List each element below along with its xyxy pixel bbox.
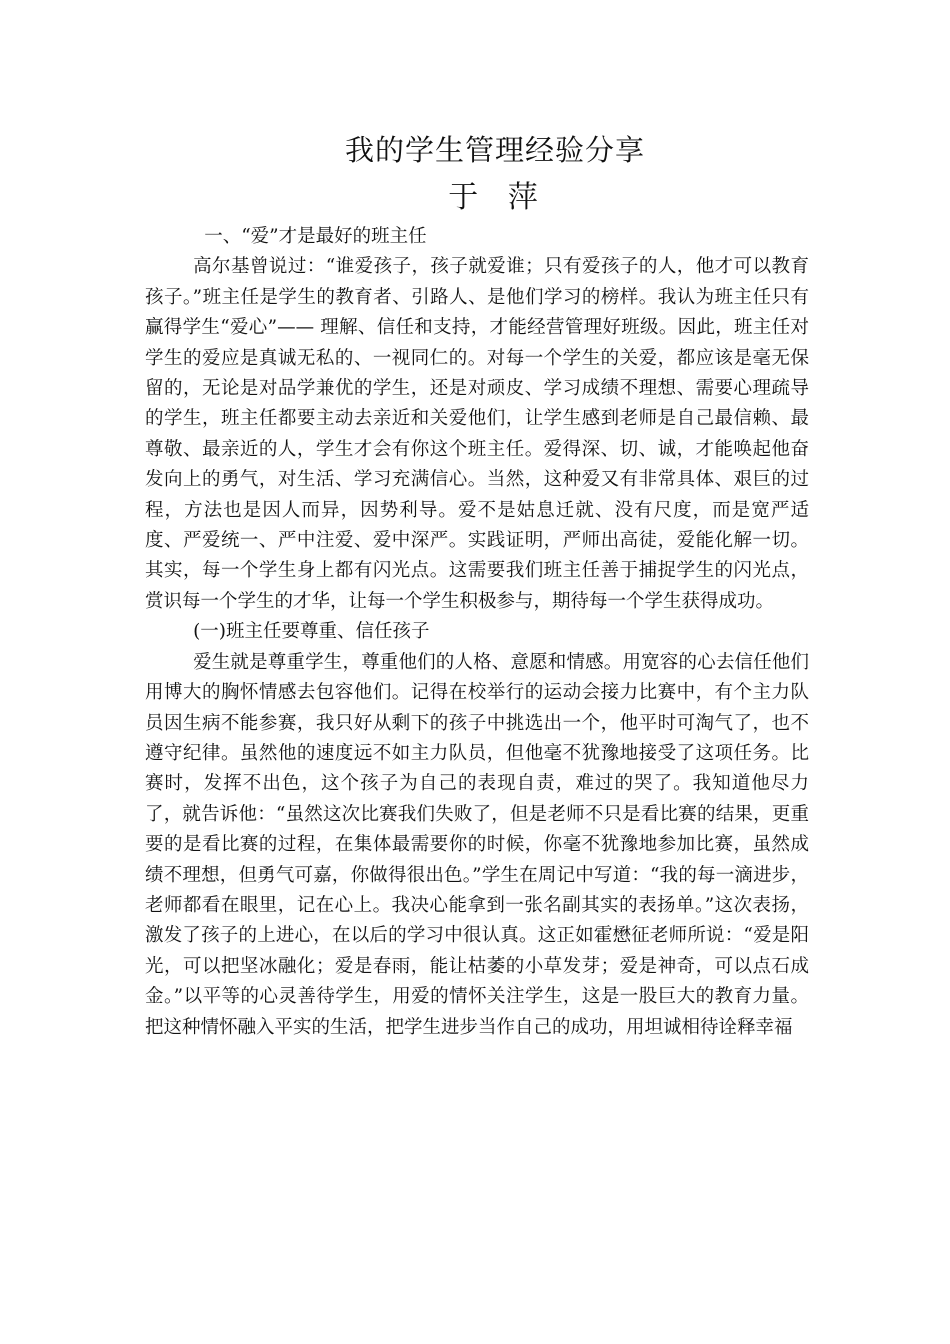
section-heading: 一、“爱”才是最好的班主任 [204, 226, 427, 247]
paragraph: 高尔基曾说过：“谁爱孩子，孩子就爱谁；只有爱孩子的人，他才可以教育孩子。”班主任是学生的教育者、引路人、是他们学习的榜样。我认为班主任只有赢得学生“爱心”—— 理解、信任和支持，才能经营管理好班级。因此，班主任对学生的爱应是真诚无私的、一视同仁的。对每一个学生的关爱，都应该是毫无保留的，无论是对品学兼优的学生，还是对顽皮、学习成绩不理想、需要心理疏导的学生，班主任都要主动去亲近和关爱他们，让学生感到老师是自己最信赖、最尊敬、最亲近的人，学生才会有你这个班主任。爱得深、切、诚，才能唤起他奋发向上的勇气，对生活、学习充满信心。当然，这种爱又有非常具体、艰巨的过程，方法也是因人而异，因势利导。爱不是姑息迁就、没有尺度，而是宽严适度、严爱统一、严中注爱、爱中深严。实践证明，严师出高徒，爱能化解一切。其实，每一个学生身上都有闪光点。这需要我们班主任善于捕捉学生的闪光点，赏识每一个学生的才华，让每一个学生积极参与，期待每一个学生获得成功。 [145, 256, 809, 612]
subsection-heading: (一)班主任要尊重、信任孩子 [193, 621, 430, 643]
document-body [145, 222, 809, 1043]
document-title: 我的学生管理经验分享 [344, 133, 645, 167]
paragraph: 爱生就是尊重学生，尊重他们的人格、意愿和情感。用宽容的心去信任他们用博大的胸怀情感去包容他们。记得在校举行的运动会接力比赛中，有个主力队员因生病不能参赛，我只好从剩下的孩子中挑选出一个，他平时可淘气了，也不遵守纪律。虽然他的速度远不如主力队员，但他毫不犹豫地接受了这项任务。比赛时，发挥不出色，这个孩子为自己的表现自责，难过的哭了。我知道他尽力了，就告诉他：“虽然这次比赛我们失败了，但是老师不只是看比赛的结果，更重要的是看比赛的过程，在集体最需要你的时候，你毫不犹豫地参加比赛，虽然成绩不理想，但勇气可嘉，你做得很出色。”学生在周记中写道：“我的每一滴进步，老师都看在眼里，记在心上。我决心能拿到一张名副其实的表扬单。”这次表扬，激发了孩子的上进心，在以后的学习中很认真。这正如霍懋征老师所说：“爱是阳光，可以把坚冰融化；爱是春雨，能让枯萎的小草发芽；爱是神奇，可以点石成金。”以平等的心灵善待学生，用爱的情怀关注学生，这是一股巨大的教育力量。把这种情怀融入平实的生活，把学生进步当作自己的成功，用坦诚相待诠释幸福 [145, 651, 809, 1038]
document-author: 于 萍 [448, 180, 548, 215]
